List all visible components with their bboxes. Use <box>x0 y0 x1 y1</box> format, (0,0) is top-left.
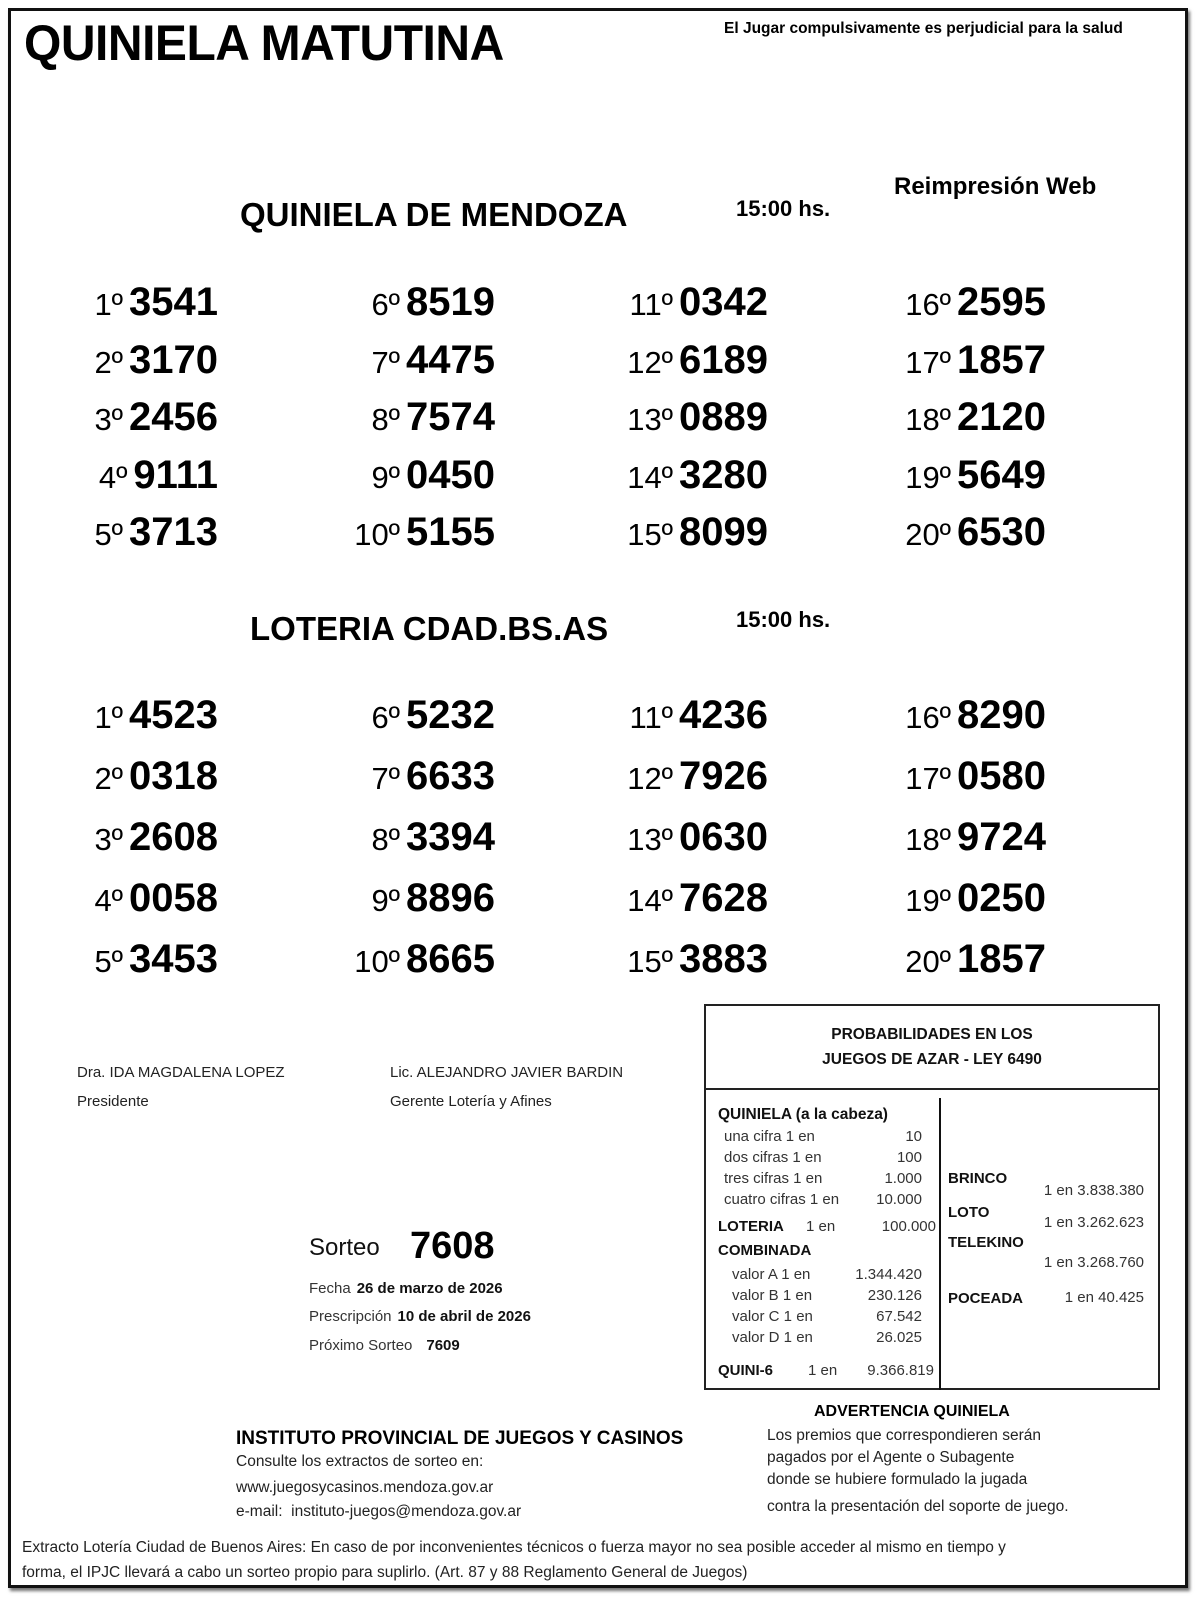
result-number: 6189 <box>679 337 768 382</box>
prescripcion-row <box>309 1308 531 1326</box>
result-entry <box>866 754 1046 804</box>
loteria-odds-label: LOTERIA <box>718 1218 784 1235</box>
loto-label: LOTO <box>948 1204 990 1221</box>
advertencia-line: Los premios que correspondieren serán <box>767 1427 1041 1444</box>
result-position: 1º <box>94 287 124 322</box>
result-position: 16º <box>905 287 952 322</box>
result-position: 2º <box>94 761 124 796</box>
result-entry <box>588 280 768 330</box>
result-number: 0250 <box>957 876 1046 920</box>
odds-row-value: 100 <box>896 1149 922 1166</box>
result-number: 0318 <box>129 754 218 798</box>
result-number: 8099 <box>679 510 768 554</box>
poceada-label: POCEADA <box>948 1290 1024 1307</box>
result-position: 8º <box>371 822 401 857</box>
result-number: 3170 <box>129 337 218 382</box>
probabilities-box <box>704 1004 1160 1390</box>
quiniela-odds-title: QUINIELA (a la cabeza) <box>718 1106 888 1123</box>
advertencia-line: contra la presentación del soporte de juego. <box>767 1498 1069 1515</box>
proximo-sorteo-label: Próximo Sorteo <box>309 1337 413 1354</box>
draw-title-loteria-ciudad: LOTERIA CDAD.BS.AS <box>250 610 609 647</box>
result-entry <box>588 395 768 445</box>
result-position: 10º <box>354 517 401 552</box>
prescripcion-label: Prescripción <box>309 1308 392 1325</box>
result-position: 16º <box>905 700 952 735</box>
result-entry <box>866 815 1046 865</box>
result-position: 9º <box>371 883 401 918</box>
probabilities-header <box>706 1006 1158 1090</box>
footer-note-line2: forma, el IPJC llevará a cabo un sorteo propio para suplirlo. (Art. 87 y 88 Reglamento General de Juegos) <box>22 1564 748 1581</box>
result-position: 2º <box>94 344 124 380</box>
institute-website-link[interactable]: www.juegosycasinos.mendoza.gov.ar <box>236 1479 494 1496</box>
result-number: 2456 <box>129 395 218 439</box>
quini6-odds-value: 9.366.819 <box>867 1362 934 1379</box>
result-number: 0058 <box>129 876 218 920</box>
result-number: 9724 <box>957 815 1046 859</box>
draw-title-mendoza: QUINIELA DE MENDOZA <box>240 196 628 233</box>
result-entry <box>866 453 1046 503</box>
result-entry <box>38 876 218 926</box>
result-number: 8519 <box>406 280 495 324</box>
result-number: 5232 <box>406 693 495 737</box>
odds-row-value: 10.000 <box>876 1191 922 1208</box>
result-entry <box>38 815 218 865</box>
result-position: 17º <box>905 761 952 796</box>
draw-time-mendoza: 15:00 hs. <box>736 196 831 221</box>
fecha-row <box>309 1280 503 1298</box>
result-number: 4523 <box>129 693 218 737</box>
result-number: 0630 <box>679 815 768 859</box>
odds-row-label: dos cifras 1 en <box>724 1149 822 1166</box>
result-number: 4236 <box>679 693 768 737</box>
result-position: 18º <box>905 402 952 437</box>
result-position: 13º <box>627 402 674 437</box>
institute-email-row <box>236 1503 521 1521</box>
result-entry <box>315 754 495 804</box>
result-number: 8290 <box>957 693 1046 737</box>
result-position: 5º <box>94 517 124 552</box>
result-entry <box>315 338 495 388</box>
page-title: QUINIELA MATUTINA <box>24 15 504 71</box>
result-entry <box>588 693 768 743</box>
result-entry <box>588 510 768 560</box>
result-position: 8º <box>371 402 401 437</box>
result-entry <box>315 395 495 445</box>
result-entry <box>315 280 495 330</box>
result-entry <box>315 453 495 503</box>
signer-name-president: Dra. IDA MAGDALENA LOPEZ <box>77 1064 285 1081</box>
result-position: 6º <box>371 700 401 735</box>
institute-email-label: e-mail: <box>236 1503 283 1520</box>
result-position: 3º <box>94 822 124 857</box>
result-position: 13º <box>627 822 674 857</box>
result-number: 0450 <box>406 452 495 497</box>
result-entry <box>866 693 1046 743</box>
quini6-odds-label: QUINI-6 <box>718 1362 774 1379</box>
result-entry <box>315 876 495 926</box>
result-position: 12º <box>627 761 674 796</box>
odds-row-value: 230.126 <box>867 1287 922 1304</box>
result-number: 7926 <box>679 754 768 798</box>
result-position: 19º <box>905 883 952 918</box>
result-number: 0889 <box>679 395 768 439</box>
result-position: 7º <box>371 344 401 380</box>
odds-row-label: valor C 1 en <box>732 1308 813 1325</box>
result-entry <box>38 510 218 560</box>
result-entry <box>588 453 768 503</box>
result-position: 20º <box>905 944 952 979</box>
signer-name-manager: Lic. ALEJANDRO JAVIER BARDIN <box>390 1064 624 1081</box>
result-entry <box>866 280 1046 330</box>
result-entry <box>588 754 768 804</box>
result-entry <box>38 693 218 743</box>
result-entry <box>38 395 218 445</box>
result-entry <box>38 937 218 987</box>
signer-role-president: Presidente <box>77 1093 149 1110</box>
result-number: 2120 <box>957 395 1046 439</box>
result-entry <box>866 937 1046 987</box>
institute-title: INSTITUTO PROVINCIAL DE JUEGOS Y CASINOS <box>236 1428 684 1449</box>
result-position: 5º <box>94 944 124 979</box>
fecha-label: Fecha <box>309 1280 351 1297</box>
result-number: 3394 <box>406 815 495 859</box>
result-position: 10º <box>354 944 401 979</box>
prescripcion-value: 10 de abril de 2026 <box>397 1308 531 1325</box>
loteria-odds-prefix: 1 en <box>806 1218 836 1235</box>
result-entry <box>588 815 768 865</box>
result-position: 4º <box>98 459 128 495</box>
result-number: 3541 <box>129 280 218 324</box>
result-entry <box>315 693 495 743</box>
result-number: 1857 <box>957 937 1046 981</box>
result-number: 8665 <box>406 937 495 981</box>
result-position: 19º <box>905 459 952 495</box>
result-position: 11º <box>629 700 674 735</box>
institute-email-link[interactable]: instituto-juegos@mendoza.gov.ar <box>291 1503 522 1520</box>
odds-row-label: valor D 1 en <box>732 1329 813 1346</box>
advertencia-title: ADVERTENCIA QUINIELA <box>814 1403 1010 1420</box>
footer-note-line1: Extracto Lotería Ciudad de Buenos Aires: En caso de por inconvenientes técnicos o fuerza mayor no sea posible acceder al mismo en tiempo y <box>22 1539 1006 1556</box>
result-entry <box>38 280 218 330</box>
result-number: 2595 <box>957 280 1046 324</box>
result-position: 17º <box>905 344 952 380</box>
result-entry <box>588 876 768 926</box>
odds-row-value: 1.344.420 <box>855 1266 922 1283</box>
odds-row-value: 1.000 <box>884 1170 922 1187</box>
result-number: 0342 <box>679 280 768 324</box>
poceada-odds: 1 en 40.425 <box>1064 1289 1144 1306</box>
result-position: 18º <box>905 822 952 857</box>
reprint-label: Reimpresión Web <box>894 173 1097 200</box>
result-position: 12º <box>627 344 674 380</box>
odds-row-label: valor B 1 en <box>732 1287 813 1304</box>
sorteo-label: Sorteo <box>309 1234 380 1261</box>
brinco-label: BRINCO <box>948 1170 1008 1187</box>
result-position: 1º <box>94 700 124 735</box>
result-position: 4º <box>94 883 124 918</box>
result-entry <box>38 338 218 388</box>
result-position: 7º <box>371 761 401 796</box>
odds-row-label: una cifra 1 en <box>724 1128 815 1145</box>
result-number: 3453 <box>129 937 218 981</box>
odds-row-label: cuatro cifras 1 en <box>724 1191 840 1208</box>
result-entry <box>588 937 768 987</box>
probabilities-title-line1: PROBABILIDADES EN LOS <box>831 1026 1033 1043</box>
fecha-value: 26 de marzo de 2026 <box>356 1280 503 1297</box>
loto-odds: 1 en 3.262.623 <box>1043 1214 1144 1231</box>
result-number: 5649 <box>957 452 1046 497</box>
odds-row-label: tres cifras 1 en <box>724 1170 823 1187</box>
signer-role-manager: Gerente Lotería y Afines <box>390 1093 552 1110</box>
result-number: 0580 <box>957 754 1046 798</box>
result-position: 15º <box>627 517 674 552</box>
proximo-sorteo-value: 7609 <box>426 1337 460 1354</box>
brinco-odds: 1 en 3.838.380 <box>1043 1182 1144 1199</box>
result-position: 6º <box>371 287 401 322</box>
result-entry <box>866 395 1046 445</box>
telekino-label: TELEKINO <box>948 1234 1024 1251</box>
proximo-sorteo-row <box>309 1337 460 1355</box>
result-entry <box>315 937 495 987</box>
telekino-odds: 1 en 3.268.760 <box>1043 1254 1144 1271</box>
odds-row-value: 67.542 <box>876 1308 922 1325</box>
sorteo-number: 7608 <box>410 1225 495 1267</box>
result-number: 4475 <box>406 337 495 382</box>
result-number: 3280 <box>679 452 768 497</box>
result-number: 7574 <box>406 395 495 439</box>
result-number: 6530 <box>957 510 1046 554</box>
result-number: 8896 <box>406 876 495 920</box>
probabilities-title-line2: JUEGOS DE AZAR - LEY 6490 <box>822 1051 1042 1068</box>
result-position: 9º <box>371 459 401 495</box>
result-number: 3883 <box>679 937 768 981</box>
institute-consult-text: Consulte los extractos de sorteo en: <box>236 1453 484 1470</box>
result-number: 3713 <box>129 510 218 554</box>
draw-time-loteria-ciudad: 15:00 hs. <box>736 607 831 632</box>
result-entry <box>866 876 1046 926</box>
result-entry <box>315 510 495 560</box>
result-position: 11º <box>629 287 674 322</box>
quini6-odds-prefix: 1 en <box>808 1362 838 1379</box>
result-number: 5155 <box>406 510 495 554</box>
health-warning: El Jugar compulsivamente es perjudicial para la salud <box>724 20 1123 37</box>
odds-row-value: 26.025 <box>876 1329 922 1346</box>
result-number: 6633 <box>406 754 495 798</box>
result-entry <box>315 815 495 865</box>
probabilities-column-divider <box>939 1098 941 1390</box>
result-number: 9111 <box>133 452 218 497</box>
combinada-odds-title: COMBINADA <box>718 1242 812 1259</box>
result-number: 2608 <box>129 815 218 859</box>
result-entry <box>866 338 1046 388</box>
advertencia-line: pagados por el Agente o Subagente <box>767 1449 1015 1466</box>
result-position: 3º <box>94 402 124 437</box>
result-entry <box>866 510 1046 560</box>
result-number: 7628 <box>679 876 768 920</box>
result-position: 20º <box>905 517 952 552</box>
odds-row-label: valor A 1 en <box>732 1266 811 1283</box>
odds-row-value: 10 <box>905 1128 922 1145</box>
result-entry <box>38 453 218 503</box>
result-position: 15º <box>627 944 674 979</box>
advertencia-line: donde se hubiere formulado la jugada <box>767 1471 1028 1488</box>
result-entry <box>38 754 218 804</box>
result-entry <box>588 338 768 388</box>
result-number: 1857 <box>957 337 1046 382</box>
result-position: 14º <box>627 883 674 918</box>
loteria-odds-value: 100.000 <box>881 1218 936 1235</box>
result-position: 14º <box>627 459 674 495</box>
